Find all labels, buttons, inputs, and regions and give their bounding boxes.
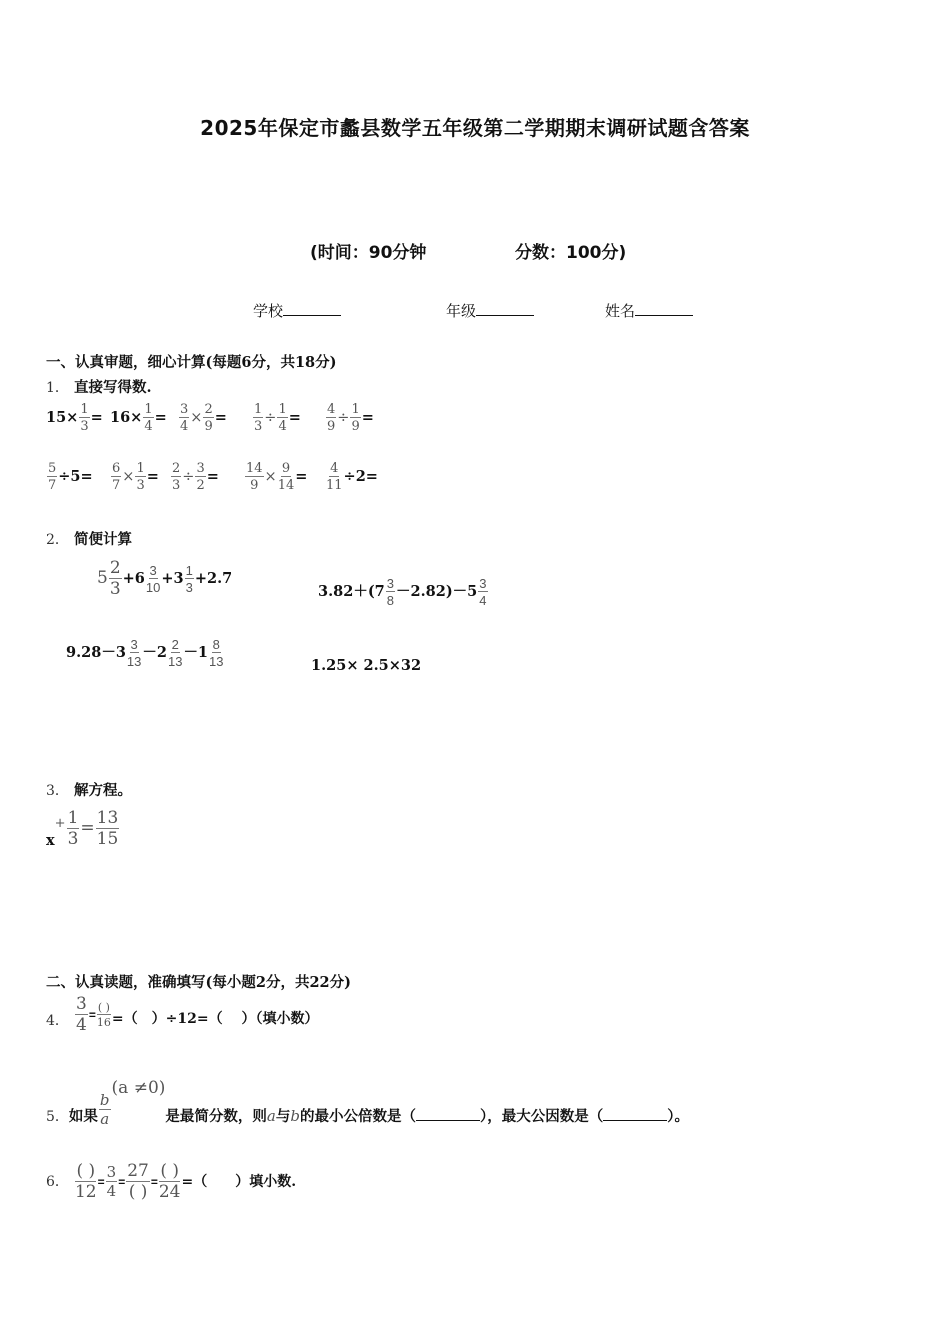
q1-item-9: $\frac{14}{9}$ × $\frac{9}{14}$ = xyxy=(246,461,308,493)
section2-heading: 二、认真读题，准确填写(每小题2分，共22分) xyxy=(46,974,351,991)
section1-heading: 一、认真审题，细心计算(每题6分，共18分) xyxy=(46,354,337,371)
q1-header xyxy=(46,376,152,397)
school-label: 学校 xyxy=(253,302,284,320)
q2-header xyxy=(46,528,132,549)
q1-item-10: $\frac{4}{11}$ ÷2= xyxy=(326,461,378,493)
q2-number: 2． xyxy=(46,532,69,548)
q5-gcd-blank[interactable] xyxy=(603,1108,667,1121)
q2-expr-1: 5 $\frac{2}{3}$ +6 $\frac{3}{10}$ +3 $\frac{1}{3}$ +2.7 xyxy=(97,558,233,599)
q1-text: 直接写得数. xyxy=(74,379,152,396)
q3-number: 3． xyxy=(46,783,69,799)
grade-field[interactable] xyxy=(446,300,534,321)
school-field[interactable] xyxy=(253,300,341,321)
q1-item-6: $\frac{5}{7}$ ÷5= xyxy=(48,461,93,493)
exam-time: (时间：90分钟 xyxy=(310,243,427,263)
q6: 6． $\frac{( )}{12}$ = $\frac{3}{4}$ = $\frac{27}{( )}$ = $\frac{( )}{24}$ =（ ）填小数. xyxy=(46,1161,297,1202)
q3-header xyxy=(46,779,132,800)
page-title: 2025年保定市蠡县数学五年级第二学期期末调研试题含答案 xyxy=(200,116,750,140)
q4: 4． $\frac{3}{4}$ = $\frac{( )}{16}$ =（ ）÷12=（ ）（填小数） xyxy=(46,994,319,1035)
q1-item-7: $\frac{6}{7}$ × $\frac{1}{3}$ = xyxy=(112,461,159,493)
q2-expr-2: 3.82＋(7 $\frac{3}{8}$ －2.82)－5 $\frac{3}{4}$ xyxy=(318,576,487,608)
school-blank[interactable] xyxy=(283,301,341,316)
name-blank[interactable] xyxy=(635,301,693,316)
q2-text: 简便计算 xyxy=(74,531,133,548)
q2-expr-3: 9.28－3 $\frac{3}{13}$ －2 $\frac{2}{13}$ －1 $\frac{8}{13}$ xyxy=(66,637,224,669)
q1-item-5: $\frac{4}{9}$ ÷ $\frac{1}{9}$ = xyxy=(327,402,374,434)
q5-lcm-blank[interactable] xyxy=(416,1108,480,1121)
name-label: 姓名 xyxy=(605,302,636,320)
grade-label: 年级 xyxy=(446,302,477,320)
q1-item-3: $\frac{3}{4}$ × $\frac{2}{9}$ = xyxy=(180,402,227,434)
q1-number: 1． xyxy=(46,380,69,396)
q3-text: 解方程。 xyxy=(74,782,133,799)
name-field[interactable] xyxy=(605,300,693,321)
q1-item-2: 16× $\frac{1}{4}$ = xyxy=(110,402,167,434)
grade-blank[interactable] xyxy=(476,301,534,316)
q1-item-1: 15× $\frac{1}{3}$ = xyxy=(46,402,103,434)
q2-expr-4: 1.25× 2.5×32 xyxy=(311,657,422,674)
exam-score: 分数：100分) xyxy=(515,243,627,263)
q1-item-4: $\frac{1}{3}$ ÷ $\frac{1}{4}$ = xyxy=(254,402,301,434)
q5: 5．如果 $\frac{b}{a}$ (a ≠0)是最简分数，则a与b的最小公倍数是（ ），最大公因数是（ ）。 xyxy=(46,1078,689,1128)
q3-equation: x+ $\frac{1}{3}$ = $\frac{13}{15}$ xyxy=(46,808,119,849)
q1-item-8: $\frac{2}{3}$ ÷ $\frac{3}{2}$ = xyxy=(172,461,219,493)
